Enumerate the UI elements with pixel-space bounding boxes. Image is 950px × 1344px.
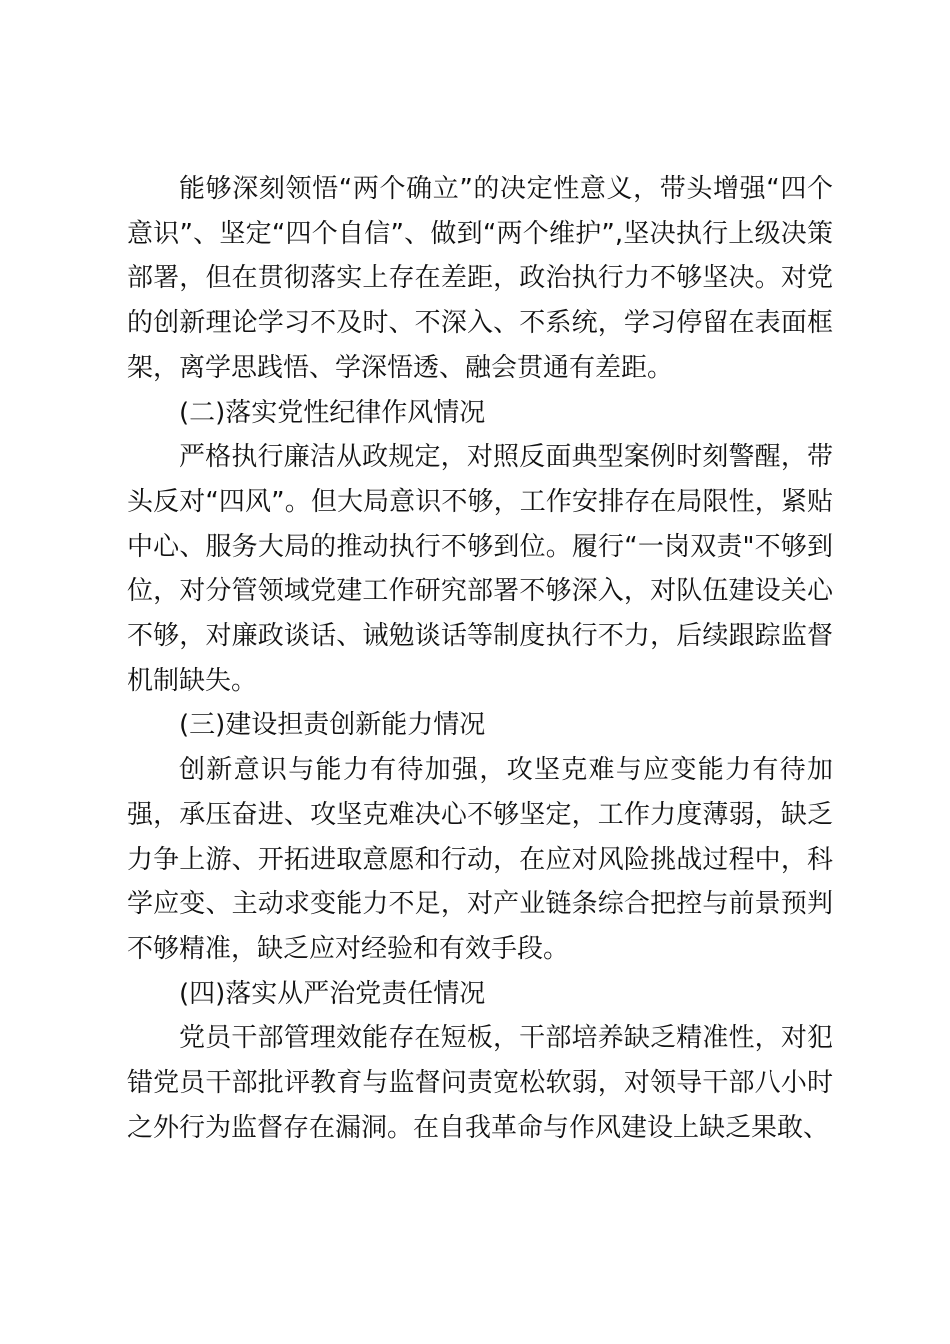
section-heading-2: (二)落实党性纪律作风情况: [179, 397, 486, 428]
section-heading-3: (三)建设担责创新能力情况: [179, 710, 486, 741]
paragraph-party-discipline: 严格执行廉洁从政规定，对照反面典型案例时刻警醒，带头反对“四风”。但大局意识不够，工作安排存在局限性，紧贴中心、服务大局的推动执行不够到位。履行“一岗双责"不够到位，对分管领域党建工作研究部署不够深入，对队伍建设关心不够，对廉政谈话、诫勉谈话等制度执行不力，后续跟踪监督机制缺失。: [127, 442, 833, 696]
paragraph-innovation-ability: 创新意识与能力有待加强，攻坚克难与应变能力有待加强，承压奋进、攻坚克难决心不够坚定，工作力度薄弱，缺乏力争上游、开拓进取意愿和行动，在应对风险挑战过程中，科学应变、主动求变能力不足，对产业链条综合把控与前景预判不够精准，缺乏应对经验和有效手段。: [127, 755, 833, 964]
section-heading-4: (四)落实从严治党责任情况: [179, 978, 486, 1009]
paragraph-political-execution: 能够深刻领悟“两个确立”的决定性意义，带头增强“四个意识”、坚定“四个自信”、做到“两个维护”,坚决执行上级决策部署，但在贯彻落实上存在差距，政治执行力不够坚决。对党的创新理论学习不及时、不深入、不系统，学习停留在表面框架，离学思践悟、学深悟透、融会贯通有差距。: [127, 174, 833, 383]
document-body: [127, 167, 833, 1150]
paragraph-strict-governance: 党员干部管理效能存在短板，干部培养缺乏精准性，对犯错党员干部批评教育与监督问责宽松软弱，对领导干部八小时之外行为监督存在漏洞。在自我革命与作风建设上缺乏果敢、: [127, 1023, 833, 1143]
